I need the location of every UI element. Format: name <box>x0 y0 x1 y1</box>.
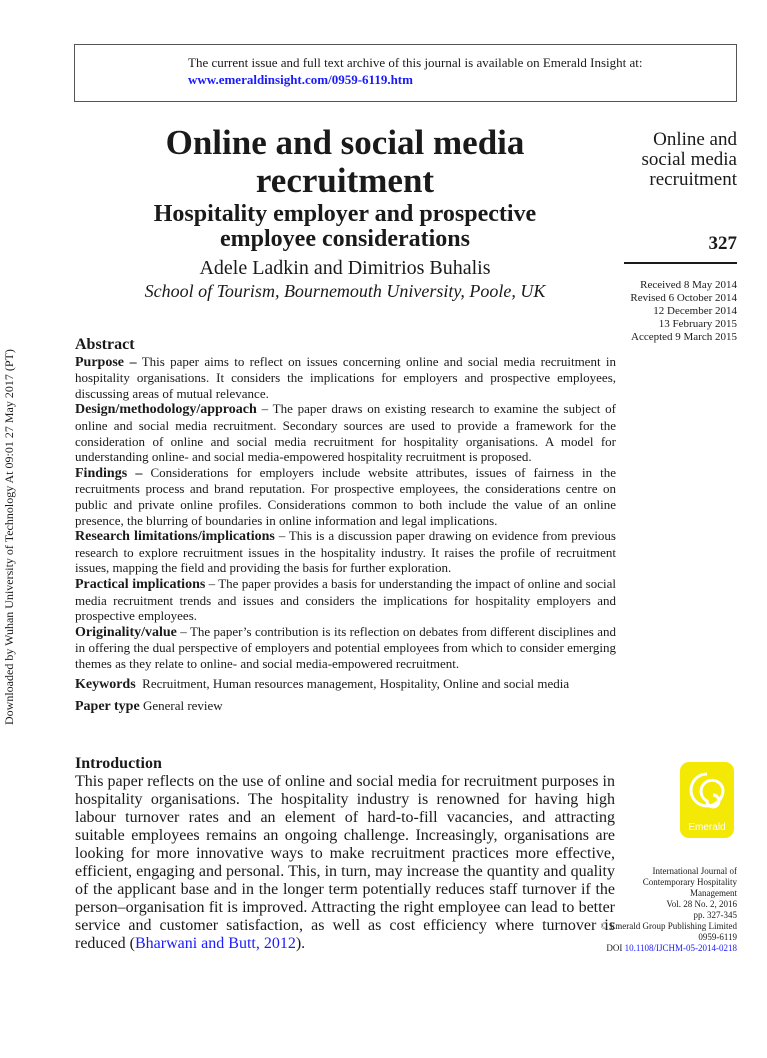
title-line: Online and social media <box>165 123 525 162</box>
abstract-heading: Abstract <box>75 336 135 353</box>
pubinfo-line: Vol. 28 No. 2, 2016 <box>666 899 737 909</box>
introduction <box>75 755 615 953</box>
archive-notice-text: The current issue and full text archive of this journal is available on Emerald Insight at: <box>188 55 643 70</box>
abstract-section <box>75 465 616 528</box>
running-head <box>610 130 737 190</box>
download-watermark <box>2 305 18 725</box>
page-number: 327 <box>708 233 737 254</box>
emerald-logo <box>680 762 734 838</box>
section-text: Considerations for employers include website attributes, issues of fairness in the recruitments process and brand reputation. For prospective employees, the considerations centre on public and private online profiles. Considerations common to both include the value of an online presence, the blurring of boundaries in online information and legal implications. <box>75 464 616 528</box>
section-text: – This is a discussion paper drawing on evidence from previous research to explore recruitment issues in the hospitality industry. It raises the profile of recruitment issues, mapping the field and providing the basis for further exploration. <box>75 528 616 576</box>
archive-notice-box <box>74 44 737 102</box>
keywords <box>75 676 616 693</box>
subtitle-line: employee considerations <box>220 226 470 252</box>
keywords-label: Keywords <box>75 677 136 693</box>
margin-rule <box>624 262 737 264</box>
download-note-text: Downloaded by Wuhan University of Technology At 09:01 27 May 2017 (PT) <box>2 349 16 725</box>
section-label: Purpose – <box>75 354 137 370</box>
abstract-section <box>75 576 616 624</box>
doi-link[interactable]: 10.1108/IJCHM-05-2014-0218 <box>624 943 737 953</box>
pubinfo-line: Contemporary Hospitality <box>642 877 737 887</box>
doi-line <box>600 943 737 954</box>
running-head-line: recruitment <box>649 169 737 190</box>
keywords-text: Recruitment, Human resources management, Hospitality, Online and social media <box>142 676 570 692</box>
date-line: Accepted 9 March 2015 <box>631 331 737 343</box>
date-line: 12 December 2014 <box>653 305 737 317</box>
paper-type <box>75 698 616 715</box>
pubinfo-line: pp. 327-345 <box>693 910 737 920</box>
pubinfo-line: Management <box>690 888 737 898</box>
intro-heading: Introduction <box>75 755 162 772</box>
abstract-section <box>75 401 616 464</box>
section-text: This paper aims to reflect on issues concerning online and social media recruitment in hospitality organisations. It considers the implications for employers and prospective employees, discussing areas of mutual relevance. <box>75 353 617 401</box>
date-line: Revised 6 October 2014 <box>630 292 737 304</box>
abstract-section <box>75 624 616 672</box>
running-head-line: Online and <box>653 129 737 150</box>
publication-info <box>600 866 737 954</box>
paper-type-text: General review <box>142 698 223 714</box>
title-line: recruitment <box>255 161 435 200</box>
citation-link[interactable]: Bharwani and Butt, 2012 <box>134 935 296 952</box>
date-line: Received 8 May 2014 <box>640 279 737 291</box>
intro-paragraph <box>75 773 615 953</box>
intro-tail: ). <box>295 935 306 952</box>
running-head-line: social media <box>641 149 737 170</box>
logo-wordmark: Emerald <box>688 822 726 833</box>
article-subtitle <box>80 202 610 252</box>
abstract-section <box>75 354 616 402</box>
section-label: Design/methodology/approach <box>75 402 257 418</box>
pubinfo-line: © Emerald Group Publishing Limited <box>600 921 737 931</box>
section-label: Originality/value <box>75 624 177 640</box>
paper-type-label: Paper type <box>75 699 140 715</box>
pubinfo-line: International Journal of <box>652 866 737 876</box>
section-text: – The paper’s contribution is its reflection on debates from different disciplines and in offering the dual perspective of employers and potential employees from which to consider emerging themes as they relate to online- and social media-empowered recruitment. <box>75 623 616 671</box>
history-dates <box>600 279 737 344</box>
abstract-section <box>75 528 616 576</box>
doi-label: DOI <box>606 943 625 953</box>
journal-url-link[interactable]: www.emeraldinsight.com/0959-6119.htm <box>188 72 413 87</box>
authors: Adele Ladkin and Dimitrios Buhalis <box>199 257 491 279</box>
section-text: – The paper provides a basis for understanding the impact of online and social media recruitment trends and issues and considers the implications for hospitality employers and prospective employees. <box>75 575 616 624</box>
emerald-swirl-icon <box>680 762 734 822</box>
intro-body: This paper reflects on the use of online and social media for recruitment purposes in hospitality organisations. The hospitality industry is renowned for having high labour turnover rates and an element of hard-to-fill vacancies, and attracting suitable employees remains an ongoing challenge. Increasingly, organisations are looking for more innovative ways to make recruitment practices more effective, efficient, engaging and personal. This, in turn, may increase the quantity and quality of the applicant base and in the longer term potentially reduces staff turnover if the person–organisation fit is improved. Attracting the right employee can lead to better service and customer satisfaction, as well as cost efficiency where turnover is reduced ( <box>75 773 615 952</box>
subtitle-line: Hospitality employer and prospective <box>153 201 537 227</box>
article-title <box>80 124 610 200</box>
section-text: – The paper draws on existing research to examine the subject of online and social media recruitment. Secondary sources are used to provide a framework for the consideration of online and social media recruitment for hospitality organisations. A model for understanding online- and social media-empowered hospitality recruitment is proposed. <box>75 401 616 465</box>
abstract <box>75 337 616 715</box>
pubinfo-line: 0959-6119 <box>698 932 737 942</box>
section-label: Practical implications <box>75 576 206 592</box>
section-label: Findings – <box>75 465 143 481</box>
affiliation: School of Tourism, Bournemouth University, Poole, UK <box>144 281 546 301</box>
section-label: Research limitations/implications <box>75 529 275 545</box>
date-line: 13 February 2015 <box>658 318 737 330</box>
